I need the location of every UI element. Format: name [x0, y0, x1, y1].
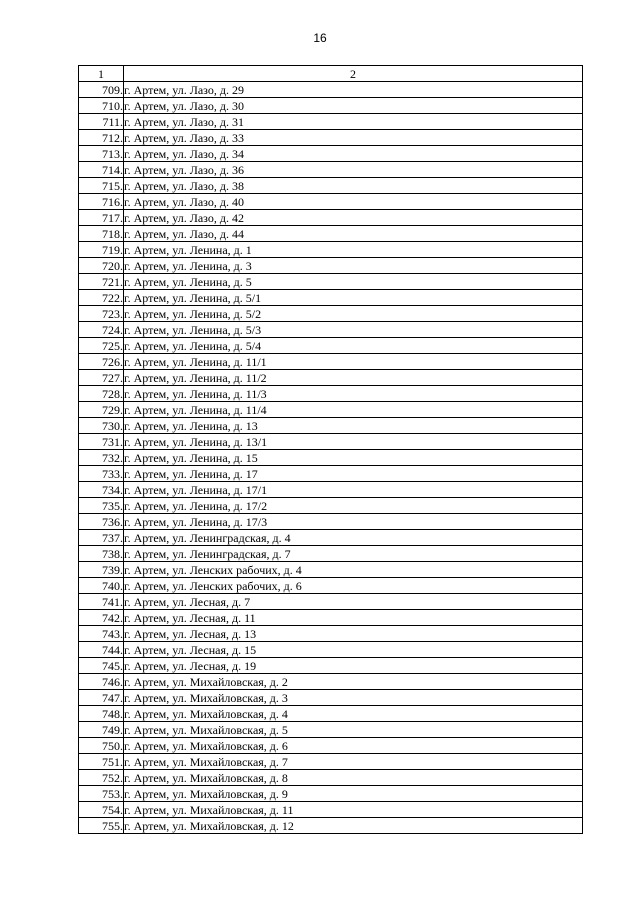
row-number: 746.: [79, 674, 124, 690]
table-row: [79, 450, 583, 466]
row-number: 752.: [79, 770, 124, 786]
row-address: г. Артем, ул. Ленина, д. 17/3: [124, 514, 583, 530]
table-row: [79, 402, 583, 418]
table-row: [79, 626, 583, 642]
row-number: 719.: [79, 242, 124, 258]
row-number: 748.: [79, 706, 124, 722]
row-address: г. Артем, ул. Михайловская, д. 8: [124, 770, 583, 786]
table-row: [79, 562, 583, 578]
row-address: г. Артем, ул. Лазо, д. 30: [124, 98, 583, 114]
row-address: г. Артем, ул. Михайловская, д. 3: [124, 690, 583, 706]
row-number: 729.: [79, 402, 124, 418]
table-row: [79, 594, 583, 610]
row-number: 739.: [79, 562, 124, 578]
row-address: г. Артем, ул. Ленских рабочих, д. 4: [124, 562, 583, 578]
table-row: [79, 418, 583, 434]
row-address: г. Артем, ул. Лесная, д. 19: [124, 658, 583, 674]
column-header-address: 2: [124, 66, 583, 82]
row-address: г. Артем, ул. Ленина, д. 11/4: [124, 402, 583, 418]
table-row: [79, 690, 583, 706]
table-row: [79, 658, 583, 674]
row-number: 714.: [79, 162, 124, 178]
row-number: 751.: [79, 754, 124, 770]
table-row: [79, 786, 583, 802]
row-number: 755.: [79, 818, 124, 834]
table-row: [79, 82, 583, 98]
row-address: г. Артем, ул. Ленина, д. 11/3: [124, 386, 583, 402]
row-address: г. Артем, ул. Ленинградская, д. 7: [124, 546, 583, 562]
row-number: 747.: [79, 690, 124, 706]
row-address: г. Артем, ул. Ленина, д. 1: [124, 242, 583, 258]
table-row: [79, 306, 583, 322]
row-number: 720.: [79, 258, 124, 274]
table-row: [79, 226, 583, 242]
row-address: г. Артем, ул. Михайловская, д. 4: [124, 706, 583, 722]
table-row: [79, 242, 583, 258]
row-number: 715.: [79, 178, 124, 194]
table-row: [79, 274, 583, 290]
table-row: [79, 130, 583, 146]
row-number: 724.: [79, 322, 124, 338]
row-address: г. Артем, ул. Лазо, д. 34: [124, 146, 583, 162]
table-row: [79, 610, 583, 626]
page-number: 16: [313, 31, 327, 45]
row-address: г. Артем, ул. Ленина, д. 15: [124, 450, 583, 466]
table-row: [79, 178, 583, 194]
row-number: 717.: [79, 210, 124, 226]
row-address: г. Артем, ул. Лазо, д. 31: [124, 114, 583, 130]
table-row: [79, 482, 583, 498]
row-address: г. Артем, ул. Лазо, д. 36: [124, 162, 583, 178]
row-number: 753.: [79, 786, 124, 802]
table-row: [79, 466, 583, 482]
row-number: 749.: [79, 722, 124, 738]
row-number: 722.: [79, 290, 124, 306]
row-address: г. Артем, ул. Ленина, д. 17: [124, 466, 583, 482]
row-number: 721.: [79, 274, 124, 290]
row-number: 723.: [79, 306, 124, 322]
row-number: 738.: [79, 546, 124, 562]
row-address: г. Артем, ул. Ленина, д. 5/1: [124, 290, 583, 306]
table-row: [79, 258, 583, 274]
address-table: [78, 65, 583, 834]
table-row: [79, 754, 583, 770]
row-number: 716.: [79, 194, 124, 210]
row-number: 733.: [79, 466, 124, 482]
row-address: г. Артем, ул. Михайловская, д. 12: [124, 818, 583, 834]
row-address: г. Артем, ул. Ленина, д. 5/3: [124, 322, 583, 338]
row-address: г. Артем, ул. Лесная, д. 11: [124, 610, 583, 626]
row-address: г. Артем, ул. Лазо, д. 44: [124, 226, 583, 242]
row-number: 737.: [79, 530, 124, 546]
row-address: г. Артем, ул. Михайловская, д. 6: [124, 738, 583, 754]
row-number: 725.: [79, 338, 124, 354]
table-row: [79, 818, 583, 834]
row-address: г. Артем, ул. Ленских рабочих, д. 6: [124, 578, 583, 594]
row-number: 731.: [79, 434, 124, 450]
table-row: [79, 370, 583, 386]
row-address: г. Артем, ул. Михайловская, д. 9: [124, 786, 583, 802]
table-row: [79, 322, 583, 338]
row-address: г. Артем, ул. Лазо, д. 29: [124, 82, 583, 98]
table-row: [79, 674, 583, 690]
table-row: [79, 386, 583, 402]
row-address: г. Артем, ул. Ленина, д. 5/2: [124, 306, 583, 322]
table-header-row: [79, 66, 583, 82]
table-row: [79, 162, 583, 178]
row-number: 740.: [79, 578, 124, 594]
row-number: 736.: [79, 514, 124, 530]
row-address: г. Артем, ул. Ленина, д. 13/1: [124, 434, 583, 450]
row-address: г. Артем, ул. Лазо, д. 42: [124, 210, 583, 226]
row-address: г. Артем, ул. Ленинградская, д. 4: [124, 530, 583, 546]
table-row: [79, 194, 583, 210]
row-number: 754.: [79, 802, 124, 818]
row-number: 718.: [79, 226, 124, 242]
row-address: г. Артем, ул. Ленина, д. 17/2: [124, 498, 583, 514]
row-address: г. Артем, ул. Ленина, д. 11/1: [124, 354, 583, 370]
row-number: 745.: [79, 658, 124, 674]
row-address: г. Артем, ул. Ленина, д. 5/4: [124, 338, 583, 354]
row-address: г. Артем, ул. Лесная, д. 7: [124, 594, 583, 610]
table-row: [79, 290, 583, 306]
row-address: г. Артем, ул. Лазо, д. 40: [124, 194, 583, 210]
table-row: [79, 722, 583, 738]
table-row: [79, 770, 583, 786]
row-address: г. Артем, ул. Михайловская, д. 2: [124, 674, 583, 690]
row-address: г. Артем, ул. Михайловская, д. 11: [124, 802, 583, 818]
row-address: г. Артем, ул. Лесная, д. 13: [124, 626, 583, 642]
table-row: [79, 706, 583, 722]
row-address: г. Артем, ул. Ленина, д. 5: [124, 274, 583, 290]
row-number: 728.: [79, 386, 124, 402]
table-row: [79, 498, 583, 514]
table-row: [79, 738, 583, 754]
row-number: 732.: [79, 450, 124, 466]
row-number: 744.: [79, 642, 124, 658]
row-number: 727.: [79, 370, 124, 386]
table-row: [79, 114, 583, 130]
row-address: г. Артем, ул. Ленина, д. 11/2: [124, 370, 583, 386]
row-number: 713.: [79, 146, 124, 162]
row-address: г. Артем, ул. Ленина, д. 13: [124, 418, 583, 434]
row-number: 742.: [79, 610, 124, 626]
row-number: 743.: [79, 626, 124, 642]
table-row: [79, 802, 583, 818]
row-address: г. Артем, ул. Лазо, д. 33: [124, 130, 583, 146]
row-number: 712.: [79, 130, 124, 146]
table-row: [79, 354, 583, 370]
row-number: 710.: [79, 98, 124, 114]
row-number: 726.: [79, 354, 124, 370]
row-number: 750.: [79, 738, 124, 754]
row-address: г. Артем, ул. Лазо, д. 38: [124, 178, 583, 194]
row-number: 734.: [79, 482, 124, 498]
table-body: [79, 82, 583, 834]
row-address: г. Артем, ул. Михайловская, д. 7: [124, 754, 583, 770]
table-row: [79, 546, 583, 562]
row-number: 711.: [79, 114, 124, 130]
row-address: г. Артем, ул. Ленина, д. 17/1: [124, 482, 583, 498]
column-header-number: 1: [79, 66, 124, 82]
row-address: г. Артем, ул. Михайловская, д. 5: [124, 722, 583, 738]
table-row: [79, 578, 583, 594]
table-row: [79, 530, 583, 546]
table-row: [79, 210, 583, 226]
row-number: 735.: [79, 498, 124, 514]
table-row: [79, 514, 583, 530]
row-address: г. Артем, ул. Лесная, д. 15: [124, 642, 583, 658]
row-address: г. Артем, ул. Ленина, д. 3: [124, 258, 583, 274]
table-row: [79, 338, 583, 354]
table-row: [79, 642, 583, 658]
row-number: 741.: [79, 594, 124, 610]
table-row: [79, 434, 583, 450]
row-number: 730.: [79, 418, 124, 434]
table-row: [79, 146, 583, 162]
table-row: [79, 98, 583, 114]
row-number: 709.: [79, 82, 124, 98]
